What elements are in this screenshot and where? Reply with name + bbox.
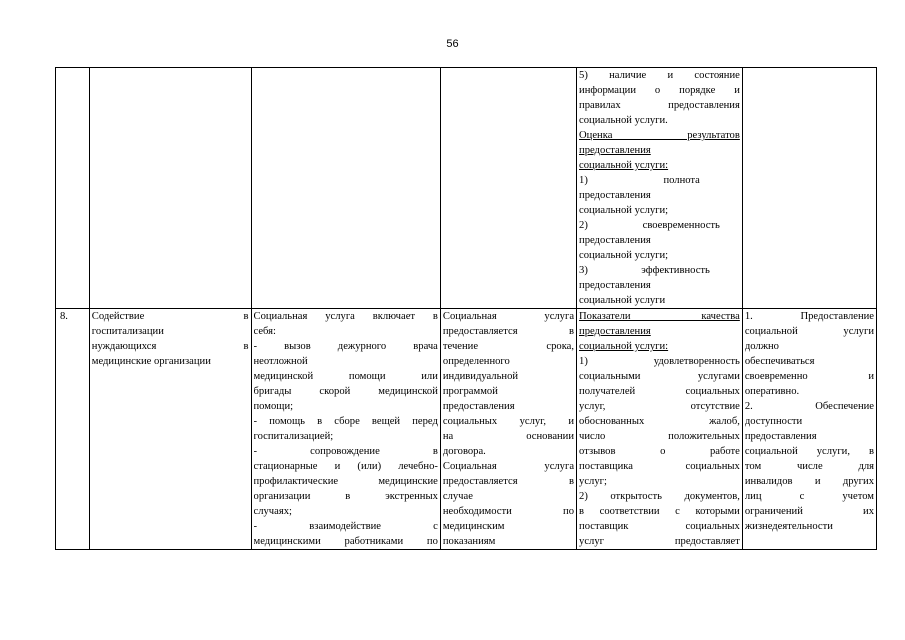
text-line: медицинской помощи или [253,371,438,382]
quality-text [579,309,740,549]
section-heading-line: социальной услуги: [579,160,669,171]
services-table [55,67,877,550]
text-line: - вызов дежурного врача [253,341,438,352]
cell-number-empty [56,68,90,309]
conditions-text [745,309,874,549]
text-line: услуг, отсутствие [579,401,740,412]
quality-continued-text [579,68,740,308]
text-line: инвалидов и других [744,476,874,487]
text-line: показаниям [442,536,496,547]
text-line: - помощь в сборе вещей перед [253,416,438,427]
text-line: 1. Предоставление [744,311,874,322]
text-line: - сопровождение в [253,446,438,457]
text-line: поставщика социальных [579,461,740,472]
section-heading-line: предоставления [579,145,651,156]
section-heading-line: Оценка результатов [579,130,740,141]
text-line: программой [442,386,498,397]
text-line: Социальная услуга включает в [253,311,438,322]
text-line: 1) полнота [579,175,700,186]
text-line: бригады скорой медицинской [253,386,438,397]
text-line: госпитализацией; [253,431,334,442]
text-line: правилах предоставления [579,100,740,111]
text-line: социальной услуги; [579,250,669,261]
text-line: неотложной [253,356,308,367]
text-line: должно [744,341,779,352]
text-line: социальной услуги; [579,205,669,216]
cell-name-empty [89,68,251,309]
cell-conditions [742,309,876,550]
text-line: предоставляется в [442,476,575,487]
text-line: предоставляется в [442,326,575,337]
text-line: том числе для [744,461,874,472]
text-line: 2. Обеспечение [744,401,874,412]
text-line: Социальная услуга [442,461,575,472]
table-row-continued [56,68,877,309]
text-line: - взаимодействие с [253,521,438,532]
text-line: медицинским [442,521,505,532]
text-line: договора. [442,446,486,457]
text-line: социальной услуги, в [744,446,874,457]
text-line: предоставления [579,190,651,201]
cell-service-name [89,309,251,550]
text-line: определенного [442,356,510,367]
text-line: индивидуальной [442,371,519,382]
text-line: поставщик социальных [579,521,740,532]
text-line: случаях; [253,506,292,517]
text-line: 5) наличие и состояние [579,70,740,81]
cell-content-empty [251,68,440,309]
text-line: оперативно. [744,386,800,397]
content-text [254,309,438,549]
cell-row-number [56,309,90,550]
text-line: необходимости по [442,506,575,517]
cell-conditions-empty [742,68,876,309]
text-line: предоставления [744,431,817,442]
text-line: случае [442,491,473,502]
text-line: своевременно и [744,371,874,382]
text-line: 3) эффективность [579,265,710,276]
cell-term-empty [440,68,576,309]
text-line: услуг предоставляет [579,536,740,547]
text-line: жизнедеятельности [744,521,833,532]
text-line: доступности [744,416,803,427]
text-line: 2) своевременность [579,220,720,231]
text-line: социальных услуг, и [442,416,575,427]
text-line: обоснованных жалоб, [579,416,740,427]
text-line: предоставления [442,401,515,412]
text-line: социальной услуги [579,295,666,306]
text-line: в соответствии с которыми [579,506,740,517]
text-line: себя: [253,326,276,337]
cell-service-term [440,309,576,550]
text-line: профилактические медицинские [253,476,438,487]
text-line: получателей социальных [579,386,740,397]
table-row [56,309,877,550]
text-line: социальной услуги [744,326,874,337]
section-heading-line: предоставления [579,326,651,337]
text-line: на основании [442,431,575,442]
text-line: информации о порядке и [579,85,740,96]
text-line: стационарные и (или) лечебно- [253,461,438,472]
text-line: отзывов о работе [579,446,740,457]
text-line: социальной услуги. [579,115,668,126]
text-line: Содействие в [91,311,249,322]
cell-quality-indicators [577,309,743,550]
term-text [443,309,574,549]
text-line: 2) открытость документов, [579,491,740,502]
section-heading-line: Показатели качества [579,311,740,322]
text-line: услуг; [579,476,607,487]
text-line: медицинскими работниками по [253,536,438,547]
cell-service-content [251,309,440,550]
text-line: предоставления [579,235,651,246]
text-line: нуждающихся в [91,341,249,352]
text-line: Социальная услуга [442,311,575,322]
section-heading-line: социальной услуги: [579,341,669,352]
text-line: медицинские организации [91,356,211,367]
row-number: 8. [60,311,68,322]
text-line: лиц с учетом [744,491,874,502]
page-number: 56 [446,38,459,50]
text-line: течение срока, [442,341,575,352]
cell-quality-continued [577,68,743,309]
text-line: 1) удовлетворенность [579,356,740,367]
text-line: предоставления [579,280,651,291]
text-line: ограничений их [744,506,874,517]
text-line: помощи; [253,401,294,412]
text-line: социальными услугами [579,371,740,382]
text-line: организации в экстренных [253,491,438,502]
text-line: число положительных [579,431,740,442]
text-line: обеспечиваться [744,356,815,367]
text-line: госпитализации [91,326,164,337]
